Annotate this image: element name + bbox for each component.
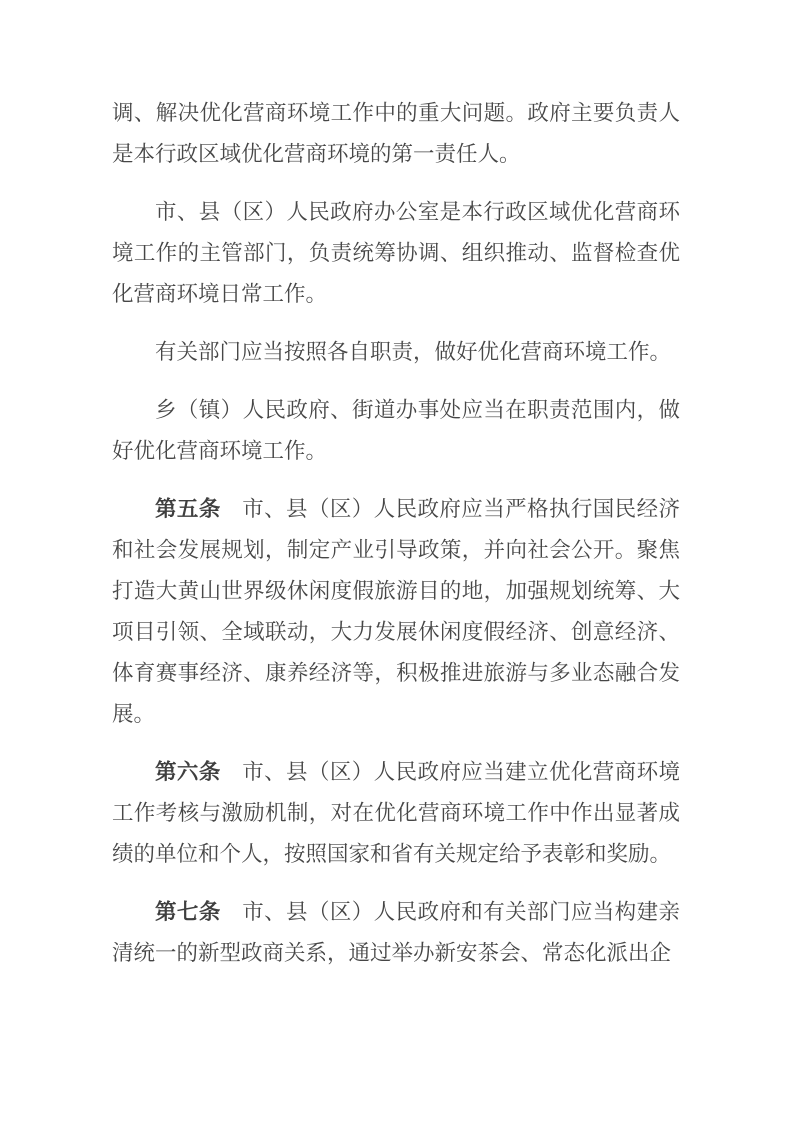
paragraph-text: 乡（镇）人民政府、街道办事处应当在职责范围内，做好优化营商环境工作。: [112, 398, 680, 463]
paragraph-text: 市、县（区）人民政府和有关部门应当构建亲清统一的新型政商关系，通过举办新安茶会、常态化派出企: [112, 900, 680, 965]
paragraph: [112, 892, 680, 974]
paragraph-text: 调、解决优化营商环境工作中的重大问题。政府主要负责人是本行政区域优化营商环境的第一责任人。: [112, 101, 680, 166]
article-number-label: 第五条: [155, 497, 221, 521]
paragraph: [112, 192, 680, 315]
article-number-label: 第六条: [155, 760, 221, 784]
paragraph-text: 市、县（区）人民政府应当严格执行国民经济和社会发展规划，制定产业引导政策，并向社会公开。聚焦打造大黄山世界级休闲度假旅游目的地，加强规划统筹、大项目引领、全域联动，大力发展休闲度假经济、创意经济、体育赛事经济、康养经济等，积极推进旅游与多业态融合发展。: [112, 497, 680, 726]
article-number-label: 第七条: [155, 900, 221, 924]
paragraph: [112, 390, 680, 472]
paragraph: [112, 489, 680, 735]
paragraph-text: 市、县（区）人民政府办公室是本行政区域优化营商环境工作的主管部门，负责统筹协调、组织推动、监督检查优化营商环境日常工作。: [112, 200, 680, 306]
paragraph: [112, 93, 680, 175]
paragraph: [112, 752, 680, 875]
paragraph: [112, 332, 680, 373]
paragraph-text: 有关部门应当按照各自职责，做好优化营商环境工作。: [155, 340, 672, 364]
paragraph-text: 市、县（区）人民政府应当建立优化营商环境工作考核与激励机制，对在优化营商环境工作中作出显著成绩的单位和个人，按照国家和省有关规定给予表彰和奖励。: [112, 760, 680, 866]
